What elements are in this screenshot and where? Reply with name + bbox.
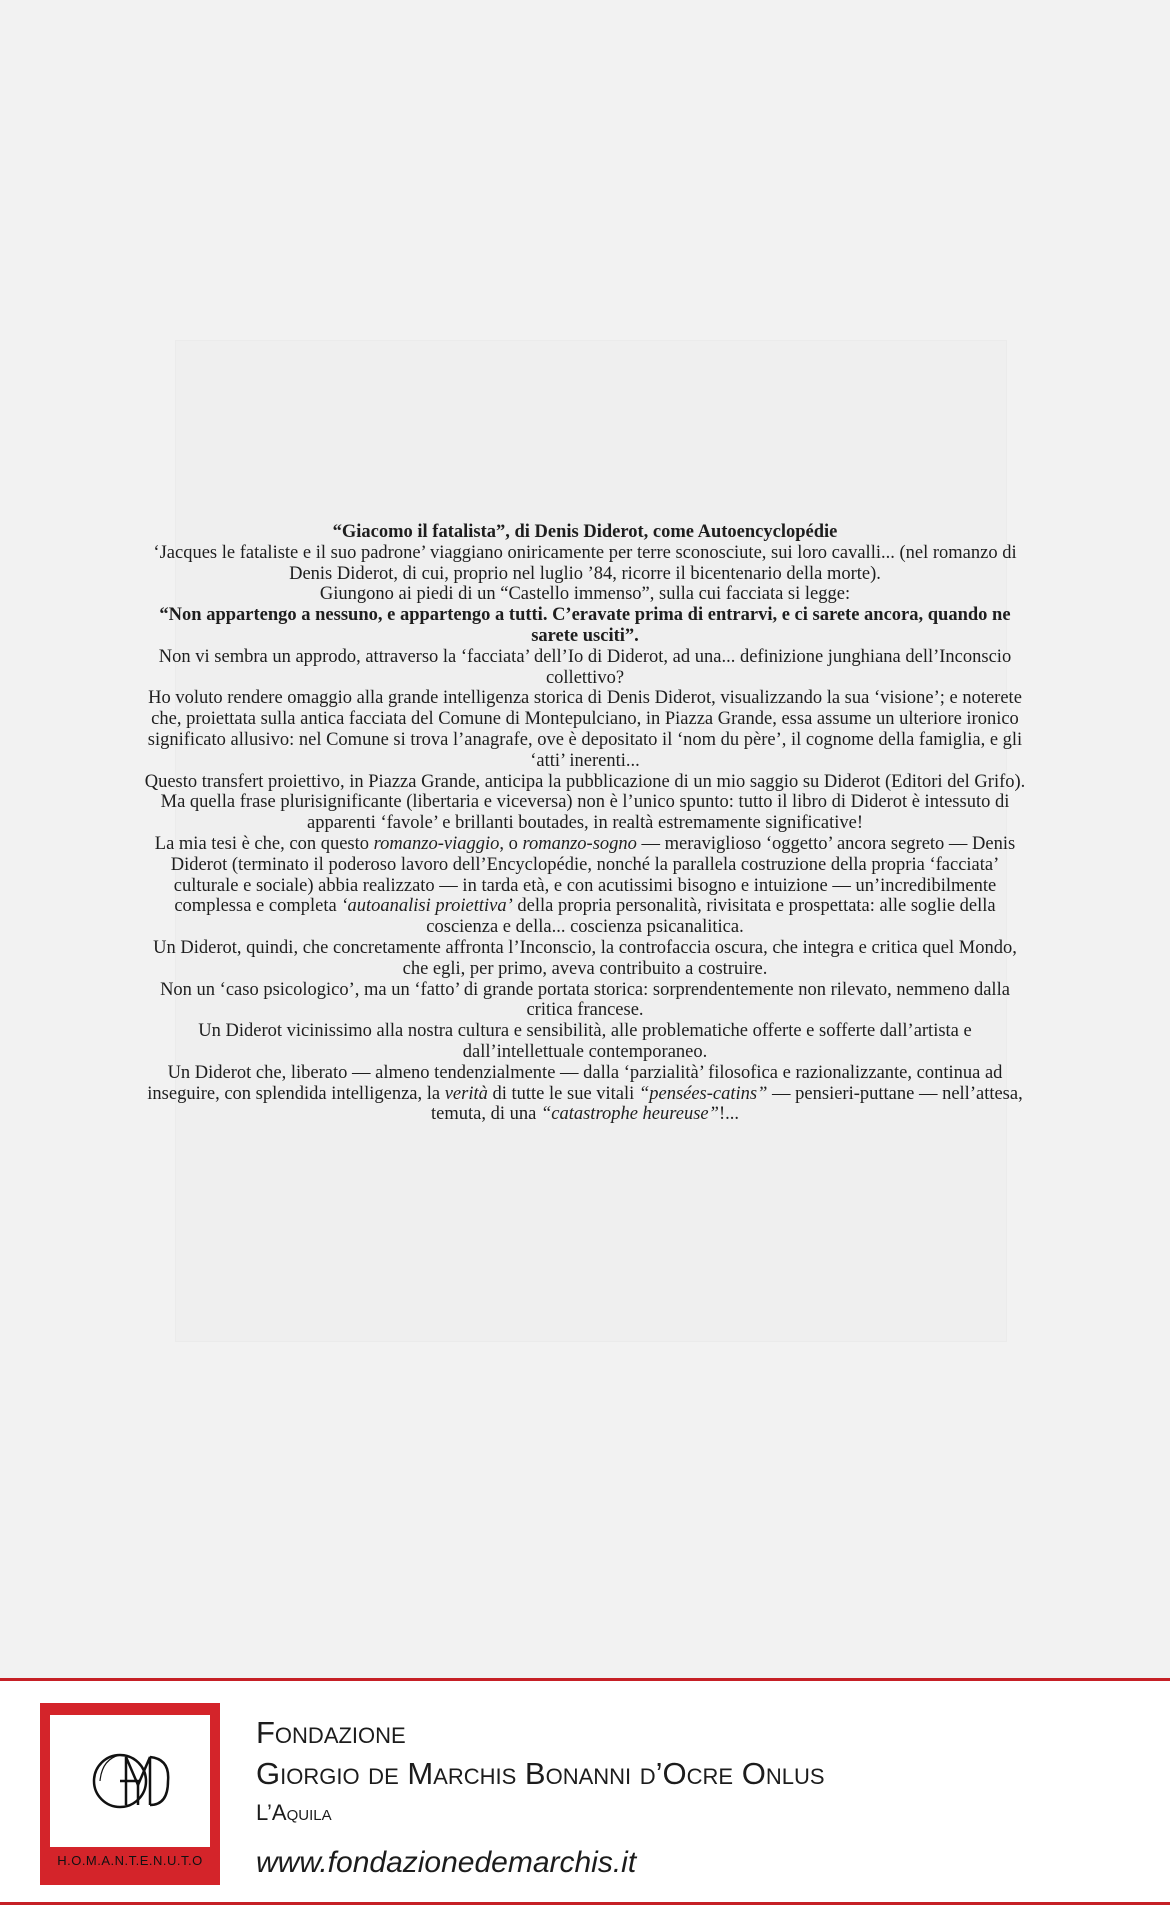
- paragraph-3: Non vi sembra un approdo, attraverso la ‘facciata’ dell’Io di Diderot, ad una... definizione junghiana dell’Inconscio collettivo?: [158, 646, 1012, 688]
- p11-text-b: di tutte le sue vitali: [487, 1083, 639, 1104]
- paragraph-2: Giungono ai piedi di un “Castello immenso”, sulla cui facciata si legge:: [319, 584, 851, 605]
- p7-em-2: romanzo-sogno: [522, 833, 637, 854]
- footer-top-rule: [0, 1678, 1170, 1681]
- gmd-monogram-icon: [90, 1745, 170, 1817]
- foundation-logo: [40, 1703, 220, 1885]
- p7-text-c: — meraviglioso ‘oggetto’ ancora segreto — Denis Diderot (terminato il poderoso lavoro dell’Encyclopédie, nonché la parallela costruzione della propria ‘facciata’ culturale e sociale) abbia realizzato — in tarda età, e con acutissimi bisogno e intuizione — un’incredibilmente complessa e completa: [170, 833, 1016, 917]
- foundation-footer: [0, 1678, 1170, 1905]
- p11-em-2: “pensées-catins”: [638, 1083, 768, 1104]
- paragraph-1: ‘Jacques le fataliste e il suo padrone’ viaggiano oniricamente per terre sconosciute, sui loro cavalli... (nel romanzo di Denis Diderot, di cui, proprio nel luglio ’84, ricorre il bicentenario della morte).: [153, 542, 1017, 584]
- article-text: [140, 522, 1030, 1125]
- paragraph-4: Ho voluto rendere omaggio alla grande intelligenza storica di Denis Diderot, visualizzando la sua ‘visione’; e noterete che, proiettata sulla antica facciata del Comune di Montepulciano, in Piazza Grande, essa assume un ulteriore ironico significato allusivo: nel Comune si trova l’anagrafe, ove è depositato il ‘nom du père’, il cognome della famiglia, e gli ‘atti’ inerenti...: [147, 688, 1023, 771]
- foundation-name: Giorgio de Marchis Bonanni d’Ocre Onlus: [256, 1756, 825, 1791]
- foundation-info: [256, 1714, 825, 1888]
- p7-text-d: della propria personalità, rivisitata e prospettata: alle soglie della coscienza e della... coscienza psicanalitica.: [426, 896, 996, 938]
- p7-text-a: La mia tesi è che, con questo: [154, 833, 374, 854]
- foundation-line-1: Fondazione: [256, 1715, 406, 1750]
- p7-em-3: ‘autoanalisi proiettiva’: [341, 896, 513, 917]
- paragraph-5: Questo transfert proiettivo, in Piazza Grande, anticipa la pubblicazione di un mio saggio su Diderot (Editori del Grifo).: [144, 771, 1026, 792]
- p11-em-3: “catastrophe heureuse”: [540, 1104, 719, 1125]
- p11-em-1: verità: [444, 1083, 488, 1104]
- foundation-city: L’Aquila: [256, 1800, 332, 1825]
- castle-quote: “Non appartengo a nessuno, e appartengo a tutti. C’eravate prima di entrarvi, e ci sarete ancora, quando ne sarete usciti”.: [159, 605, 1011, 646]
- p11-text-d: !...: [718, 1104, 739, 1125]
- paragraph-8: Un Diderot, quindi, che concretamente affronta l’Inconscio, la controfaccia oscura, che integra e critica quel Mondo, che egli, per primo, aveva contribuito a costruire.: [153, 937, 1017, 979]
- paragraph-10: Un Diderot vicinissimo alla nostra cultura e sensibilità, alle problematiche offerte e sofferte dall’artista e dall’intellettuale contemporaneo.: [198, 1021, 972, 1062]
- article-title: “Giacomo il fatalista”, di Denis Diderot, come Autoencyclopédie: [332, 522, 838, 542]
- logo-tagline: H.O.M.A.N.T.E.N.U.T.O: [57, 1853, 203, 1868]
- paragraph-6: Ma quella frase plurisignificante (libertaria e viceversa) non è l’unico spunto: tutto il libro di Diderot è intessuto di apparenti ‘favole’ e brillanti boutades, in realtà estremamente significative!: [160, 792, 1010, 834]
- paragraph-11: [140, 1063, 1030, 1125]
- paragraph-7: [140, 834, 1030, 938]
- logo-monogram-panel: [50, 1715, 210, 1847]
- p11-text-a: Un Diderot che, liberato — almeno tendenzialmente — dalla ‘parzialità’ filosofica e razionalizzante, continua ad inseguire, con splendida intelligenza, la: [147, 1062, 1003, 1104]
- p11-text-c: — pensieri-puttane — nell’attesa, temuta, di una: [431, 1083, 1023, 1125]
- p7-text-b: , o: [499, 833, 523, 854]
- p7-em-1: romanzo-viaggio: [373, 833, 500, 854]
- paragraph-9: Non un ‘caso psicologico’, ma un ‘fatto’ di grande portata storica: sorprendentemente non rilevato, nemmeno dalla critica francese.: [160, 979, 1010, 1021]
- foundation-website-link[interactable]: www.fondazionedemarchis.it: [256, 1846, 637, 1879]
